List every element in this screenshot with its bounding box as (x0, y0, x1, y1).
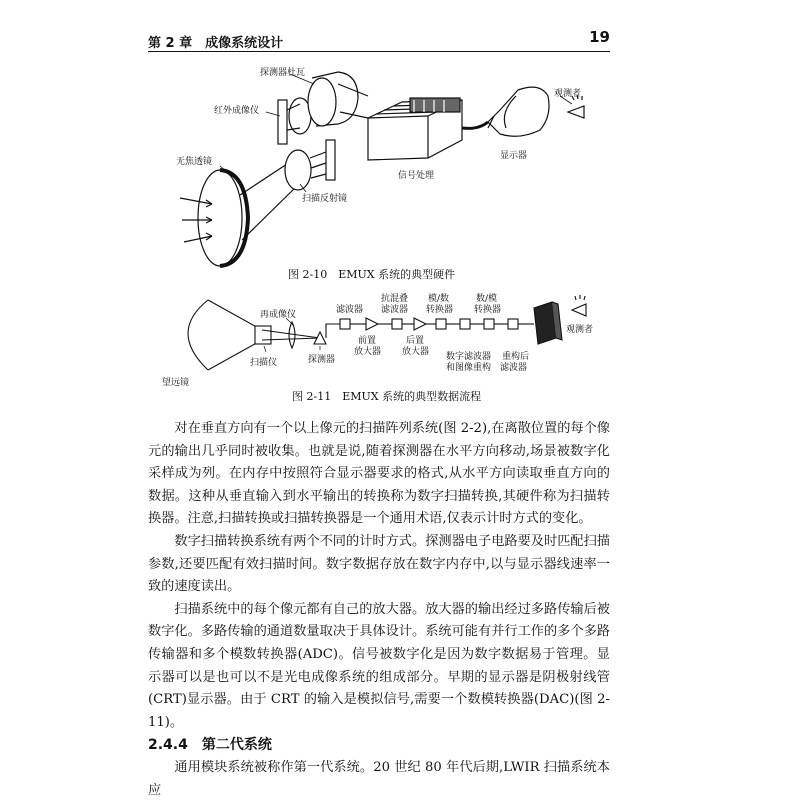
label-dac-2: 转换器 (474, 305, 502, 315)
label-detector-dewar: 探测器杜瓦 (260, 68, 306, 78)
paragraph: 数字扫描转换系统有两个不同的计时方式。探测器电子电路要及时匹配扫描参数,还要匹配有效扫描时间。数字数据存放在数字内存中,以与显示器线速率一致的速度读出。 (148, 533, 610, 595)
label-postamp-2: 放大器 (402, 347, 430, 357)
label-scanner: 扫描仪 (250, 358, 278, 368)
label-postamp-1: 后置 (406, 336, 425, 346)
label-display: 显示器 (500, 151, 528, 161)
caption-figure-2-10: 图 2-10 EMUX 系统的典型硬件 (288, 268, 456, 281)
label-observer-2-10: 观测者 (554, 89, 582, 99)
chapter-title: 第 2 章 成像系统设计 (148, 36, 284, 51)
label-detector: 探测器 (308, 355, 336, 365)
caption-figure-2-11: 图 2-11 EMUX 系统的典型数据流程 (292, 390, 482, 403)
body-text (148, 418, 610, 802)
label-recon-2: 滤波器 (500, 363, 528, 373)
postamp-block (414, 318, 426, 330)
preamp-block (366, 318, 378, 330)
label-digital-2: 和图像重构 (446, 363, 492, 373)
label-dac-1: 数/模 (476, 294, 498, 304)
label-afocal-lens: 无焦透镜 (176, 157, 213, 167)
label-antialias-2: 滤波器 (381, 305, 409, 315)
digital-filter-block (460, 319, 470, 329)
label-recon-1: 重构后 (502, 352, 530, 362)
label-ir-imager: 红外成像仪 (214, 106, 260, 116)
signal-processing-box (368, 98, 488, 160)
detector-dewar-drawing (308, 72, 368, 126)
label-reimager: 再成像仪 (260, 310, 297, 320)
observer-eye-2-11 (572, 304, 586, 316)
page-number: 19 (589, 28, 610, 46)
figure-2-10 (180, 72, 584, 266)
filter-block (340, 319, 350, 329)
label-scan-mirror: 扫描反射镜 (302, 194, 348, 204)
ir-imager-drawing (278, 98, 311, 144)
label-adc-1: 模/数 (428, 294, 450, 304)
paragraph: 对在垂直方向有一个以上像元的扫描阵列系统(图 2-2),在离散位置的每个像元的输出几乎同时被收集。也就是说,随着探测器在水平方向移动,场景被数字化采样成为列。在内存中按照符合显示器要求的格式,从水平方向读取垂直方向的数据。这种从垂直输入到水平输出的转换称为数字扫描转换,其硬件称为扫描转换器。注意,扫描转换或扫描转换器是一个通用术语,仅表示计时方式的变化。 (148, 421, 610, 527)
dac-block (484, 319, 494, 329)
label-adc-2: 转换器 (426, 305, 454, 315)
label-signal-processing: 信号处理 (398, 171, 435, 181)
adc-block (436, 319, 446, 329)
section-heading: 2.4.4 第二代系统 (148, 737, 272, 754)
scan-mirror-drawing (285, 140, 335, 190)
label-digital-1: 数字滤波器 (446, 352, 492, 362)
display-drawing (488, 87, 549, 136)
label-preamp-2: 放大器 (354, 347, 382, 357)
paragraph: 扫描系统中的每个像元都有自己的放大器。放大器的输出经过多路传输后被数字化。多路传输的通道数量取决于具体设计。系统可能有并行工作的多个多路传输器和多个模数转换器(ADC)。信号被数字化是因为数字数据易于管理。显示器可以是也可以不是光电成像系统的组成部分。早期的显示器是阴极射线管(CRT)显示器。由于 CRT 的输入是模拟信号,需要一个数模转换器(DAC)(图 2-11)。 (148, 601, 610, 730)
afocal-lens-drawing (180, 162, 298, 266)
scanner-drawing (255, 326, 271, 344)
paragraph: 通用模块系统被称作第一代系统。20 世纪 80 年代后期,LWIR 扫描系统本应 (148, 759, 610, 798)
label-filter: 滤波器 (336, 305, 364, 315)
recon-filter-block (508, 319, 518, 329)
telescope-drawing (188, 300, 208, 370)
label-antialias-1: 抗混叠 (381, 294, 409, 304)
antialias-block (392, 319, 402, 329)
label-observer-2-11: 观测者 (566, 325, 594, 335)
label-telescope: 望远镜 (162, 378, 190, 388)
label-preamp-1: 前置 (358, 336, 377, 346)
